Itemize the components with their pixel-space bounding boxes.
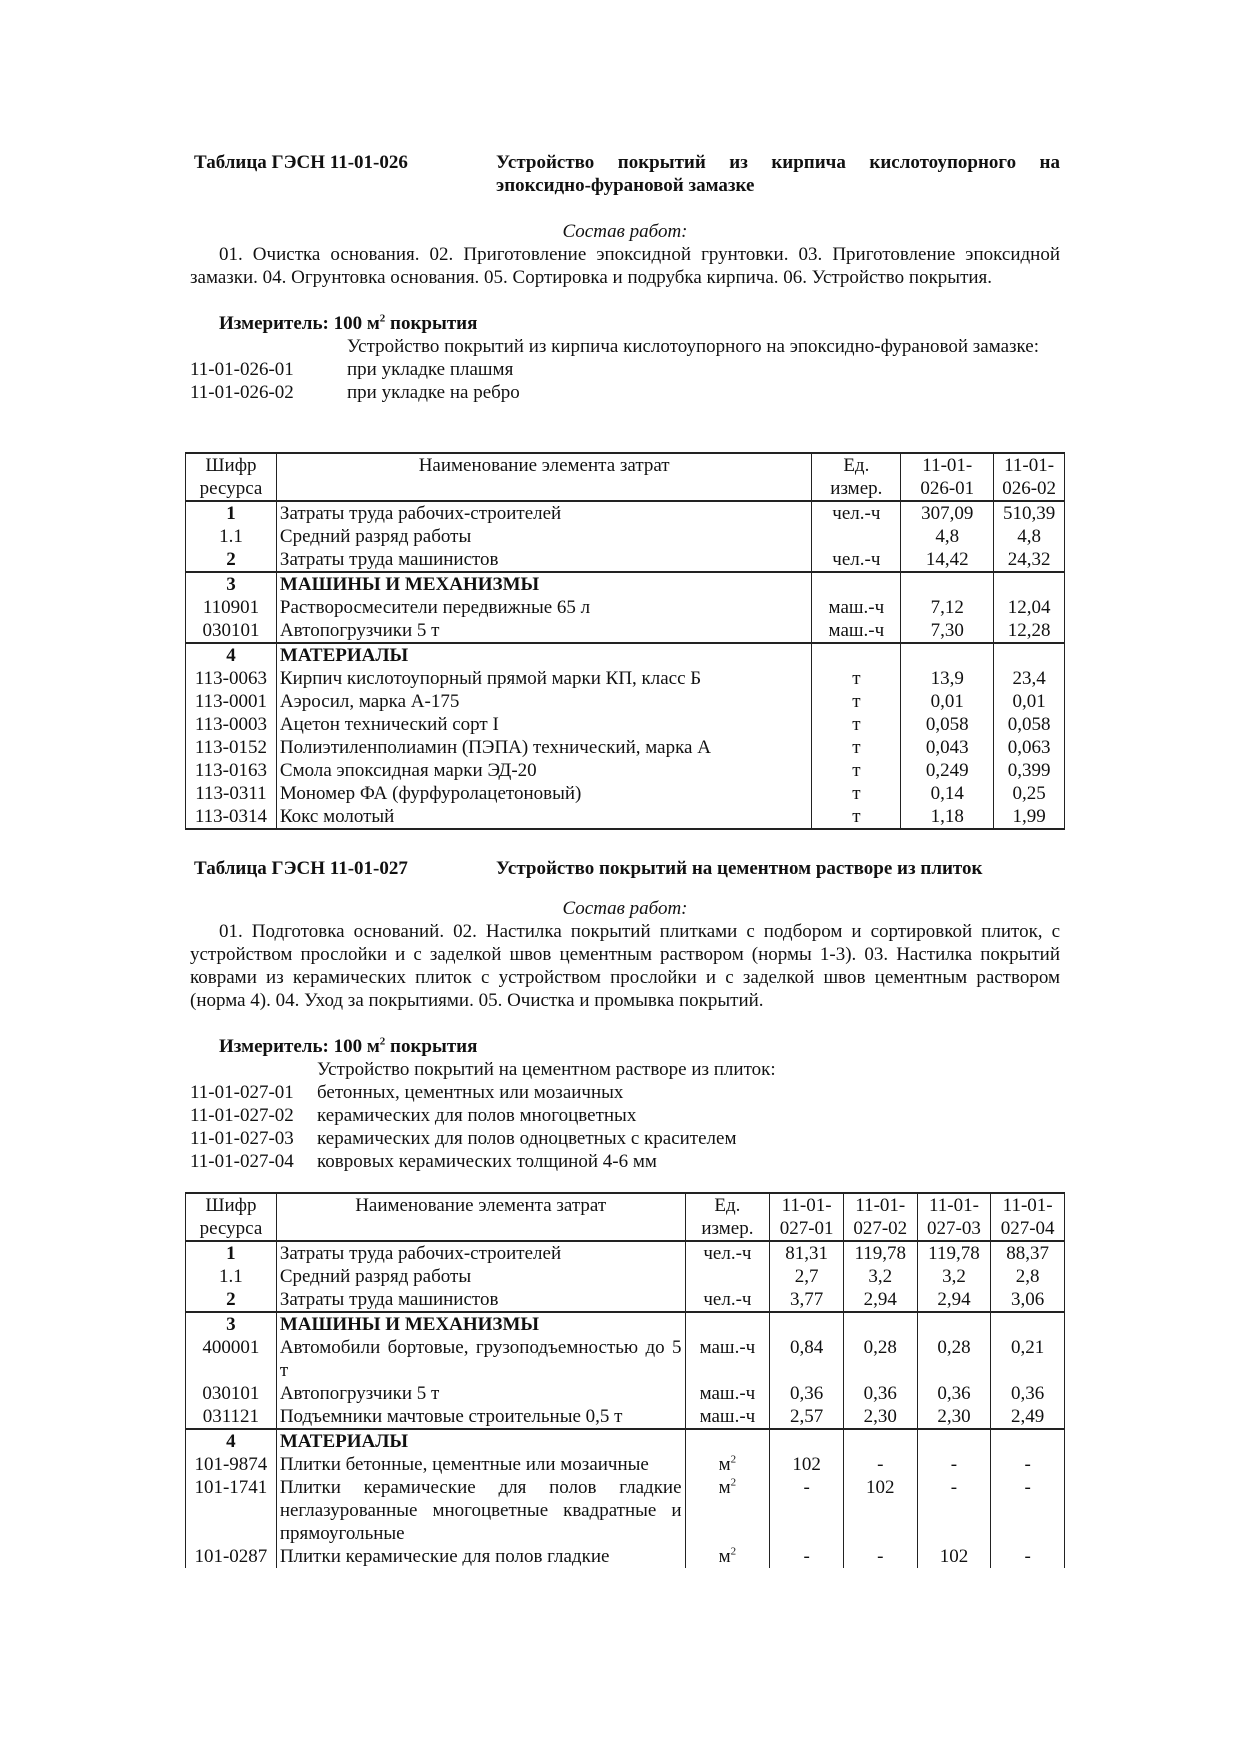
cell-name: Плитки керамические для полов гладкие bbox=[276, 1545, 685, 1568]
cell-value: - bbox=[770, 1476, 844, 1545]
cell-unit bbox=[812, 643, 901, 667]
cell-value: 0,399 bbox=[994, 759, 1065, 782]
cell-value: 4,8 bbox=[994, 525, 1065, 548]
cell-value: 119,78 bbox=[917, 1241, 991, 1265]
cell-code: 2 bbox=[186, 1288, 277, 1312]
cell-code: 110901 bbox=[186, 596, 277, 619]
cell-value: 0,01 bbox=[901, 690, 994, 713]
table-row bbox=[186, 1336, 1065, 1382]
header-unit: Ед. измер. bbox=[685, 1193, 770, 1241]
measure-suffix: покрытия bbox=[385, 313, 478, 334]
cell-value: 0,36 bbox=[843, 1382, 917, 1405]
header-name: Наименование элемента затрат bbox=[276, 1193, 685, 1241]
cell-unit bbox=[685, 1265, 770, 1288]
cell-unit: $м^2$ bbox=[685, 1476, 770, 1545]
cell-value: 0,21 bbox=[991, 1336, 1065, 1382]
resource-table-027 bbox=[185, 1192, 1065, 1568]
cell-value: 0,84 bbox=[770, 1336, 844, 1382]
variant-code: 11-01-027-04 bbox=[190, 1151, 294, 1172]
cell-unit: маш.-ч bbox=[685, 1336, 770, 1382]
header-code: Шифр ресурса bbox=[186, 453, 277, 501]
header-code: Шифр ресурса bbox=[186, 1193, 277, 1241]
table-row bbox=[186, 1405, 1065, 1429]
cell-name: МАШИНЫ И МЕХАНИЗМЫ bbox=[276, 572, 811, 596]
cell-value: - bbox=[917, 1476, 991, 1545]
cell-value: 119,78 bbox=[843, 1241, 917, 1265]
cell-value: 12,28 bbox=[994, 619, 1065, 643]
cell-value bbox=[843, 1312, 917, 1336]
cell-value bbox=[901, 572, 994, 596]
cell-value: 102 bbox=[917, 1545, 991, 1568]
cell-unit bbox=[812, 525, 901, 548]
cell-code: 3 bbox=[186, 572, 277, 596]
cell-value bbox=[901, 643, 994, 667]
table-header-row bbox=[186, 453, 1065, 501]
cell-code: 113-0003 bbox=[186, 713, 277, 736]
variants-intro-row bbox=[190, 335, 1060, 358]
cell-value: 2,57 bbox=[770, 1405, 844, 1429]
cell-name: Плитки бетонные, цементные или мозаичные bbox=[276, 1453, 685, 1476]
cell-value: 1,18 bbox=[901, 805, 994, 829]
cell-value: 0,28 bbox=[917, 1336, 991, 1382]
cell-value: 3,2 bbox=[843, 1265, 917, 1288]
measure-suffix: покрытия bbox=[385, 1036, 478, 1057]
variants-intro: Устройство покрытий на цементном растворе из плиток: bbox=[317, 1059, 776, 1080]
cell-value: - bbox=[843, 1545, 917, 1568]
cell-unit: т bbox=[812, 690, 901, 713]
header-col: 11-01- 026-01 bbox=[901, 453, 994, 501]
cell-value bbox=[843, 1429, 917, 1453]
table-row bbox=[186, 525, 1065, 548]
cell-value: 81,31 bbox=[770, 1241, 844, 1265]
table-row bbox=[186, 1476, 1065, 1545]
cell-name: Подъемники мачтовые строительные 0,5 т bbox=[276, 1405, 685, 1429]
table-row bbox=[186, 713, 1065, 736]
cell-code: 4 bbox=[186, 643, 277, 667]
resource-table-026 bbox=[185, 452, 1065, 830]
cell-unit: чел.-ч bbox=[685, 1288, 770, 1312]
table-row bbox=[186, 1241, 1065, 1265]
table-row bbox=[186, 572, 1065, 596]
cell-value: 14,42 bbox=[901, 548, 994, 572]
cell-code: 113-0314 bbox=[186, 805, 277, 829]
cell-name: Смола эпоксидная марки ЭД-20 bbox=[276, 759, 811, 782]
cell-name: Полиэтиленполиамин (ПЭПА) технический, марка А bbox=[276, 736, 811, 759]
measure-sup: 2 bbox=[379, 312, 386, 325]
cell-code: 3 bbox=[186, 1312, 277, 1336]
variants-intro-row bbox=[190, 1058, 1060, 1081]
cell-name: Кокс молотый bbox=[276, 805, 811, 829]
cell-name: Затраты труда рабочих-строителей bbox=[276, 501, 811, 525]
cell-unit bbox=[812, 572, 901, 596]
table-row bbox=[186, 736, 1065, 759]
cell-unit: т bbox=[812, 736, 901, 759]
cell-name: Затраты труда рабочих-строителей bbox=[276, 1241, 685, 1265]
cell-value: 13,9 bbox=[901, 667, 994, 690]
table-row bbox=[186, 548, 1065, 572]
table-row bbox=[186, 1312, 1065, 1336]
cell-value bbox=[917, 1429, 991, 1453]
cell-value: 2,7 bbox=[770, 1265, 844, 1288]
variant-item bbox=[190, 358, 1060, 381]
cell-name: Затраты труда машинистов bbox=[276, 548, 811, 572]
header-col: 11-01- 027-01 bbox=[770, 1193, 844, 1241]
cell-name: Растворосмесители передвижные 65 л bbox=[276, 596, 811, 619]
cell-value: 0,36 bbox=[991, 1382, 1065, 1405]
cell-value: 0,25 bbox=[994, 782, 1065, 805]
cell-value: - bbox=[991, 1453, 1065, 1476]
cell-value: 2,94 bbox=[917, 1288, 991, 1312]
cell-code: 113-0063 bbox=[186, 667, 277, 690]
variants-intro: Устройство покрытий из кирпича кислотоупорного на эпоксидно-фурановой замазке: bbox=[347, 336, 1040, 357]
variants-list bbox=[190, 335, 1060, 404]
cell-name: Автопогрузчики 5 т bbox=[276, 1382, 685, 1405]
table-row bbox=[186, 596, 1065, 619]
cell-value bbox=[917, 1312, 991, 1336]
variant-item bbox=[190, 1104, 1060, 1127]
cell-value: 0,14 bbox=[901, 782, 994, 805]
cell-value: 2,94 bbox=[843, 1288, 917, 1312]
cell-code: 113-0152 bbox=[186, 736, 277, 759]
cell-value: 0,36 bbox=[770, 1382, 844, 1405]
cell-unit: т bbox=[812, 759, 901, 782]
cell-code: 031121 bbox=[186, 1405, 277, 1429]
variant-code: 11-01-026-01 bbox=[190, 359, 294, 380]
table-name: Устройство покрытий на цементном растворе из плиток bbox=[496, 858, 983, 879]
cell-value: 0,063 bbox=[994, 736, 1065, 759]
variant-item bbox=[190, 1150, 1060, 1173]
cell-unit: т bbox=[812, 667, 901, 690]
measure-prefix: Измеритель: 100 м bbox=[219, 313, 380, 334]
cell-unit bbox=[685, 1429, 770, 1453]
cell-value: 2,49 bbox=[991, 1405, 1065, 1429]
cell-code: 1 bbox=[186, 501, 277, 525]
cell-value bbox=[770, 1312, 844, 1336]
cell-value: 3,77 bbox=[770, 1288, 844, 1312]
cell-value bbox=[770, 1429, 844, 1453]
header-name: Наименование элемента затрат bbox=[276, 453, 811, 501]
cell-value: 7,12 bbox=[901, 596, 994, 619]
cell-code: 030101 bbox=[186, 1382, 277, 1405]
cell-value: 307,09 bbox=[901, 501, 994, 525]
cell-value: 0,249 bbox=[901, 759, 994, 782]
cell-value: 3,2 bbox=[917, 1265, 991, 1288]
cell-name: Кирпич кислотоупорный прямой марки КП, класс Б bbox=[276, 667, 811, 690]
cell-value bbox=[991, 1429, 1065, 1453]
cell-name: Автопогрузчики 5 т bbox=[276, 619, 811, 643]
cell-code: 1.1 bbox=[186, 525, 277, 548]
cell-value bbox=[991, 1312, 1065, 1336]
work-heading: Состав работ: bbox=[562, 221, 688, 242]
cell-value: 0,058 bbox=[901, 713, 994, 736]
cell-value: 102 bbox=[770, 1453, 844, 1476]
variant-text: ковровых керамических толщиной 4-6 мм bbox=[317, 1151, 657, 1172]
work-heading: Состав работ: bbox=[562, 898, 688, 919]
header-col: 11-01- 027-03 bbox=[917, 1193, 991, 1241]
cell-unit: маш.-ч bbox=[685, 1405, 770, 1429]
cell-value: 88,37 bbox=[991, 1241, 1065, 1265]
cell-value bbox=[994, 643, 1065, 667]
cell-name: Средний разряд работы bbox=[276, 525, 811, 548]
cell-value: 1,99 bbox=[994, 805, 1065, 829]
table-row bbox=[186, 1288, 1065, 1312]
header-unit: Ед. измер. bbox=[812, 453, 901, 501]
cell-value: - bbox=[770, 1545, 844, 1568]
cell-name: Автомобили бортовые, грузоподъемностью до 5 т bbox=[276, 1336, 685, 1382]
table-row bbox=[186, 501, 1065, 525]
header-col: 11-01- 027-04 bbox=[991, 1193, 1065, 1241]
cell-code: 113-0001 bbox=[186, 690, 277, 713]
table-row bbox=[186, 619, 1065, 643]
cell-value: - bbox=[917, 1453, 991, 1476]
cell-code: 101-0287 bbox=[186, 1545, 277, 1568]
measure-unit bbox=[219, 312, 477, 335]
variant-text: при укладке плашмя bbox=[347, 359, 514, 380]
header-col: 11-01- 026-02 bbox=[994, 453, 1065, 501]
cell-unit: т bbox=[812, 805, 901, 829]
table-row bbox=[186, 1382, 1065, 1405]
table-header-row bbox=[186, 1193, 1065, 1241]
cell-code: 4 bbox=[186, 1429, 277, 1453]
table-title-027 bbox=[190, 857, 1060, 880]
variant-code: 11-01-026-02 bbox=[190, 382, 294, 403]
cell-value: 2,30 bbox=[843, 1405, 917, 1429]
cell-code: 101-9874 bbox=[186, 1453, 277, 1476]
variant-code: 11-01-027-02 bbox=[190, 1105, 294, 1126]
cell-value: 0,36 bbox=[917, 1382, 991, 1405]
cell-code: 1.1 bbox=[186, 1265, 277, 1288]
cell-value: 0,043 bbox=[901, 736, 994, 759]
cell-name: МАТЕРИАЛЫ bbox=[276, 1429, 685, 1453]
cell-value: - bbox=[843, 1453, 917, 1476]
cell-unit: чел.-ч bbox=[812, 501, 901, 525]
cell-unit: $м^2$ bbox=[685, 1453, 770, 1476]
cell-name: Плитки керамические для полов гладкие неглазурованные многоцветные квадратные и прямоугольные bbox=[276, 1476, 685, 1545]
cell-code: 113-0311 bbox=[186, 782, 277, 805]
cell-unit: маш.-ч bbox=[812, 619, 901, 643]
measure-prefix: Измеритель: 100 м bbox=[219, 1036, 380, 1057]
work-description: 01. Подготовка оснований. 02. Настилка покрытий плитками с подбором и сортировкой плиток, с устройством прослойки и с заделкой швов цементным раствором (нормы 1-3). 03. Настилка покрытий коврами из керамических плиток с устройством прослойки и с заделкой швов цементным раствором (норма 4). 04. Уход за покрытиями. 05. Очистка и промывка покрытий. bbox=[190, 921, 1060, 1011]
cell-value: 7,30 bbox=[901, 619, 994, 643]
cell-value: 0,01 bbox=[994, 690, 1065, 713]
cell-value: 0,28 bbox=[843, 1336, 917, 1382]
cell-unit: чел.-ч bbox=[685, 1241, 770, 1265]
cell-value: 2,30 bbox=[917, 1405, 991, 1429]
cell-value bbox=[994, 572, 1065, 596]
cell-value: 0,058 bbox=[994, 713, 1065, 736]
cell-unit bbox=[685, 1312, 770, 1336]
table-row bbox=[186, 1545, 1065, 1568]
table-row bbox=[186, 690, 1065, 713]
cell-unit: маш.-ч bbox=[685, 1382, 770, 1405]
cell-value: 4,8 bbox=[901, 525, 994, 548]
table-row bbox=[186, 643, 1065, 667]
cell-code: 400001 bbox=[186, 1336, 277, 1382]
variant-item bbox=[190, 381, 1060, 404]
table-row bbox=[186, 759, 1065, 782]
table-name: Устройство покрытий из кирпича кислотоупорного на эпоксидно-фурановой замазке bbox=[496, 152, 1060, 196]
cell-value: - bbox=[991, 1545, 1065, 1568]
measure-sup: 2 bbox=[379, 1035, 386, 1048]
cell-code: 030101 bbox=[186, 619, 277, 643]
variant-code: 11-01-027-03 bbox=[190, 1128, 294, 1149]
cell-value: 3,06 bbox=[991, 1288, 1065, 1312]
variants-list bbox=[190, 1058, 1060, 1173]
cell-name: Ацетон технический сорт I bbox=[276, 713, 811, 736]
cell-value: - bbox=[991, 1476, 1065, 1545]
variant-text: при укладке на ребро bbox=[347, 382, 520, 403]
cell-code: 2 bbox=[186, 548, 277, 572]
cell-code: 1 bbox=[186, 1241, 277, 1265]
cell-value: 102 bbox=[843, 1476, 917, 1545]
table-code: Таблица ГЭСН 11-01-027 bbox=[194, 858, 408, 879]
variant-text: бетонных, цементных или мозаичных bbox=[317, 1082, 624, 1103]
measure-unit bbox=[219, 1035, 477, 1058]
cell-name: Аэросил, марка А-175 bbox=[276, 690, 811, 713]
cell-name: Затраты труда машинистов bbox=[276, 1288, 685, 1312]
cell-name: Мономер ФА (фурфуролацетоновый) bbox=[276, 782, 811, 805]
variant-item bbox=[190, 1127, 1060, 1150]
variant-item bbox=[190, 1081, 1060, 1104]
cell-name: МАШИНЫ И МЕХАНИЗМЫ bbox=[276, 1312, 685, 1336]
cell-value: 24,32 bbox=[994, 548, 1065, 572]
cell-unit: маш.-ч bbox=[812, 596, 901, 619]
variant-code: 11-01-027-01 bbox=[190, 1082, 294, 1103]
work-description: 01. Очистка основания. 02. Приготовление эпоксидной грунтовки. 03. Приготовление эпоксидной замазки. 04. Огрунтовка основания. 05. Сортировка и подрубка кирпича. 06. Устройство покрытия. bbox=[190, 244, 1060, 288]
header-col: 11-01- 027-02 bbox=[843, 1193, 917, 1241]
cell-unit: чел.-ч bbox=[812, 548, 901, 572]
table-row bbox=[186, 805, 1065, 829]
cell-unit: т bbox=[812, 713, 901, 736]
table-row bbox=[186, 1265, 1065, 1288]
cell-unit: $м^2$ bbox=[685, 1545, 770, 1568]
cell-value: 510,39 bbox=[994, 501, 1065, 525]
table-row bbox=[186, 782, 1065, 805]
table-title-026 bbox=[190, 151, 1060, 197]
table-row bbox=[186, 667, 1065, 690]
table-row bbox=[186, 1453, 1065, 1476]
cell-unit: т bbox=[812, 782, 901, 805]
variant-text: керамических для полов многоцветных bbox=[317, 1105, 637, 1126]
cell-value: 12,04 bbox=[994, 596, 1065, 619]
cell-code: 101-1741 bbox=[186, 1476, 277, 1545]
table-row bbox=[186, 1429, 1065, 1453]
cell-name: Средний разряд работы bbox=[276, 1265, 685, 1288]
cell-value: 23,4 bbox=[994, 667, 1065, 690]
variant-text: керамических для полов одноцветных с красителем bbox=[317, 1128, 737, 1149]
table-code: Таблица ГЭСН 11-01-026 bbox=[194, 152, 408, 173]
cell-code: 113-0163 bbox=[186, 759, 277, 782]
cell-value: 2,8 bbox=[991, 1265, 1065, 1288]
cell-name: МАТЕРИАЛЫ bbox=[276, 643, 811, 667]
